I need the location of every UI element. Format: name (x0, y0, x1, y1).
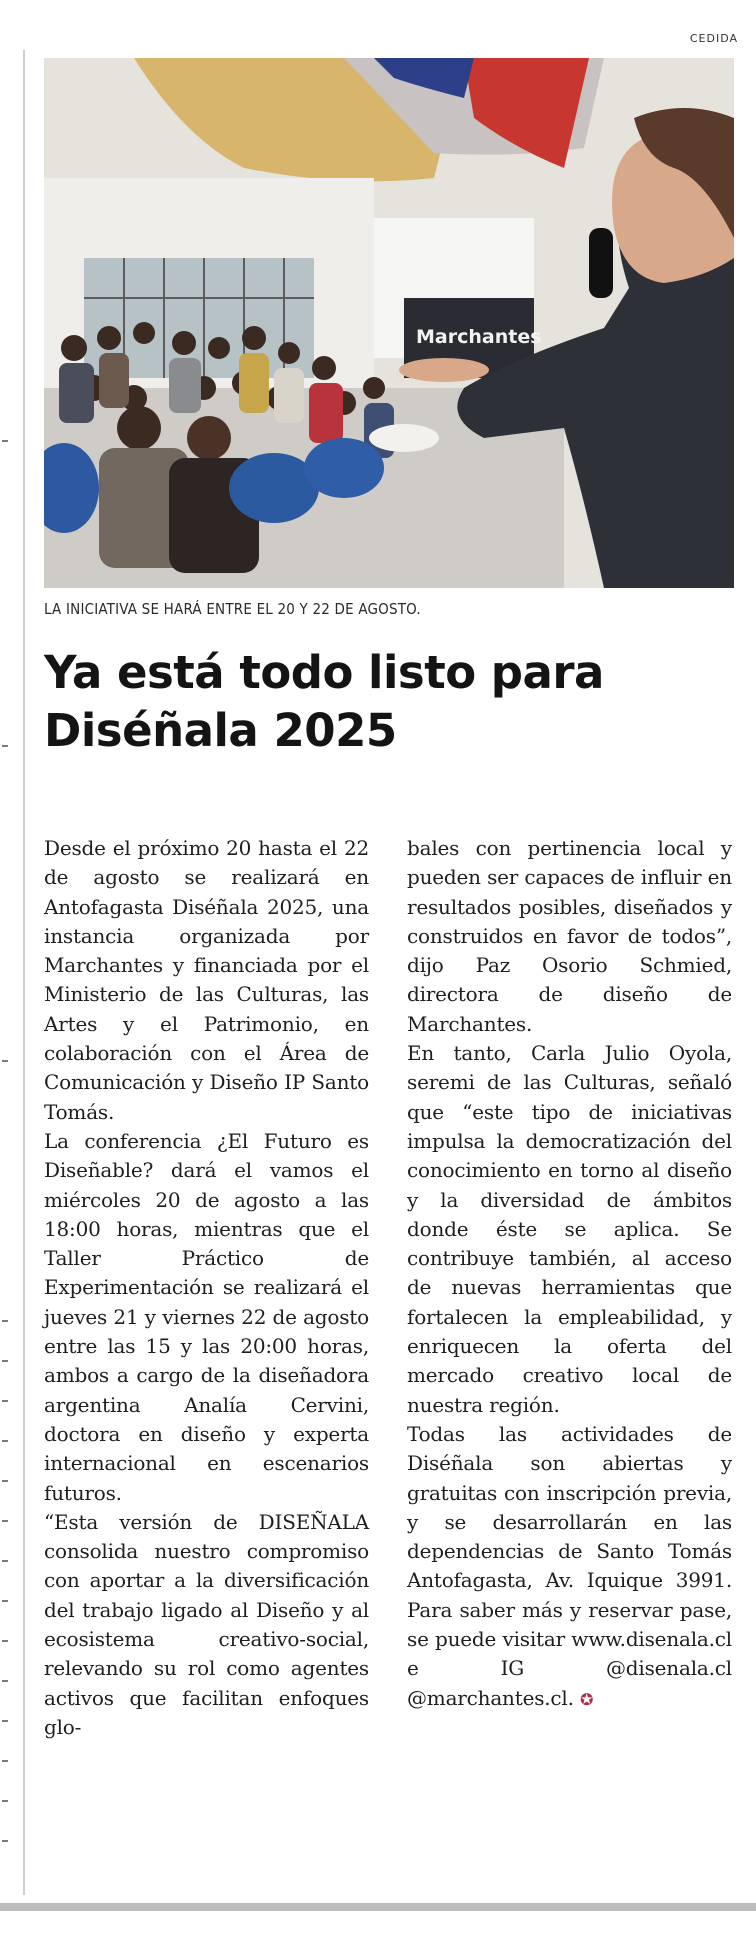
photo-caption: LA INICIATIVA SE HARÁ ENTRE EL 20 Y 22 DE AGOSTO. (44, 600, 421, 618)
column-divider (23, 50, 25, 1895)
paragraph: En tanto, Carla Julio Oyola, seremi de las Culturas, señaló que “este tipo de iniciativas impulsa la democratización del conocimiento en torno al diseño y la diversidad de ámbitos donde éste se aplica. Se contribuye también, al acceso de nuevas herramientas que fortalecen la empleabilidad, y enriquecen la oferta del mercado creativo local de nuestra región. (407, 1041, 732, 1417)
paragraph-text: Todas las actividades de Diséñala son abiertas y gratuitas con inscripción previa, y se desarrollarán en las dependencias de Santo Tomás Antofagasta, Av. Iquique 3991. Para saber más y reservar pase, se puede visitar www.disenala.cl e IG @disenala.cl @marchantes.cl. (407, 1421, 732, 1710)
bottom-rule (0, 1903, 756, 1911)
photo-credit: CEDIDA (689, 32, 738, 45)
paragraph: bales con pertinencia local y pueden ser capaces de influir en resultados posibles, diseñados y construidos en favor de todos”, dijo Paz Osorio Schmied, directora de diseño de Marchantes. (407, 836, 732, 1036)
paragraph: Desde el próximo 20 hasta el 22 de agosto se realizará en Antofagasta Diséñala 2025, una instancia organizada por Marchantes y financiada por el Ministerio de las Culturas, las Artes y el Patrimonio, en colaboración con el Área de Comunicación y Diseño IP Santo Tomás. (44, 836, 369, 1124)
headline-line-1: Ya está todo listo para (44, 646, 604, 699)
article-column-left (44, 834, 369, 1742)
adjacent-column-edge (0, 0, 10, 1944)
photo-sign-text: Marchantes (416, 326, 542, 348)
headline (44, 644, 734, 760)
end-mark-icon: ✪ (579, 1689, 594, 1709)
article-photo (44, 58, 734, 588)
article-column-right (407, 834, 732, 1714)
paragraph: “Esta versión de DISEÑALA consolida nuestro compromiso con aportar a la diversificación del trabajo ligado al Diseño y al ecosistema creativo-social, relevando su rol como agentes activos que facilitan enfoques glo- (44, 1509, 369, 1739)
paragraph (407, 1420, 732, 1714)
headline-line-2: Diséñala 2025 (44, 704, 397, 757)
paragraph: La conferencia ¿El Futuro es Diseñable? dará el vamos el miércoles 20 de agosto a las 18:00 horas, mientras que el Taller Práctico de Experimentación se realizará el jueves 21 y viernes 22 de agosto entre las 15 y las 20:00 horas, ambos a cargo de la diseñadora argentina Analía Cervini, doctora en diseño y experta internacional en escenarios futuros. (44, 1128, 369, 1505)
